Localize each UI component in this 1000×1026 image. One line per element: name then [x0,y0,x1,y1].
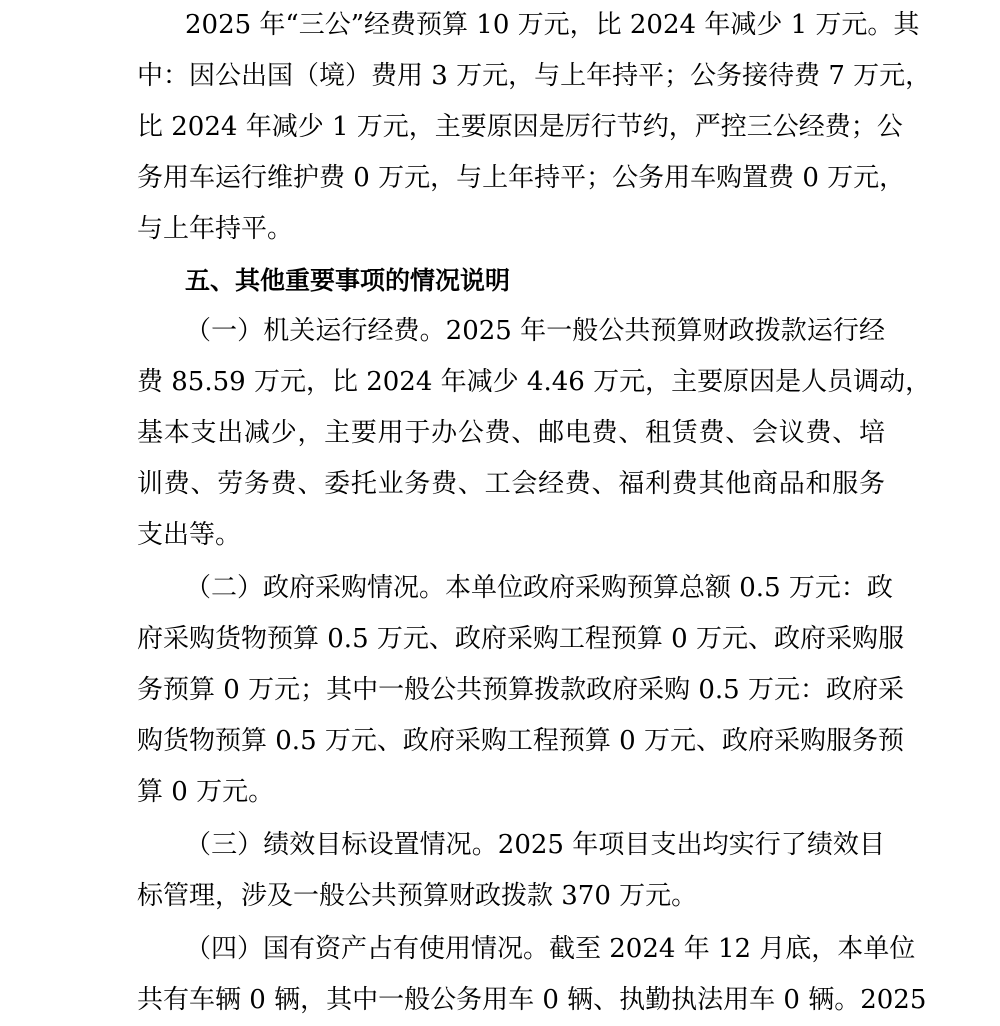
text-line: （一）机关运行经费。2025 年一般公共预算财政拨款运行经 [185,316,885,346]
text-line: 务预算 0 万元；其中一般公共预算拨款政府采购 0.5 万元：政府采 [137,675,904,705]
text-line: 中：因公出国（境）费用 3 万元，与上年持平；公务接待费 7 万元， [137,61,932,91]
section-heading: 五、其他重要事项的情况说明 [185,266,511,295]
paragraph-performance-targets [137,820,885,922]
text-line: 基本支出减少，主要用于办公费、邮电费、租赁费、会议费、培 [137,418,885,448]
text-line: （四）国有资产占有使用情况。截至 2024 年 12 月底，本单位 [185,934,916,964]
paragraph-state-assets [137,924,927,1026]
text-line: 比 2024 年减少 1 万元，主要原因是厉行节约，严控三公经费；公 [137,112,903,142]
text-line: 标管理，涉及一般公共预算财政拨款 370 万元。 [137,881,698,911]
text-line: （二）政府采购情况。本单位政府采购预算总额 0.5 万元：政 [185,573,893,603]
text-line: 2025 年“三公”经费预算 10 万元，比 2024 年减少 1 万元。其 [185,10,920,40]
text-line: （三）绩效目标设置情况。2025 年项目支出均实行了绩效目 [185,830,885,860]
document-page [137,0,932,1026]
text-line: 购货物预算 0.5 万元、政府采购工程预算 0 万元、政府采购服务预 [137,726,904,756]
text-line: 支出等。 [137,520,242,550]
text-line: 算 0 万元。 [137,777,275,807]
text-line: 府采购货物预算 0.5 万元、政府采购工程预算 0 万元、政府采购服 [137,624,904,654]
text-line: 务用车运行维护费 0 万元，与上年持平；公务用车购置费 0 万元， [137,163,906,193]
paragraph-sangong-expenses [137,0,932,255]
paragraph-government-procurement [137,563,904,818]
text-line: 与上年持平。 [137,214,294,244]
text-line: 共有车辆 0 辆，其中一般公务用车 0 辆、执勤执法用车 0 辆。2025 [137,985,927,1015]
text-line: 费 85.59 万元，比 2024 年减少 4.46 万元，主要原因是人员调动， [137,367,932,397]
text-line: 训费、劳务费、委托业务费、工会经费、福利费其他商品和服务 [137,469,885,499]
paragraph-operating-costs [137,306,932,561]
